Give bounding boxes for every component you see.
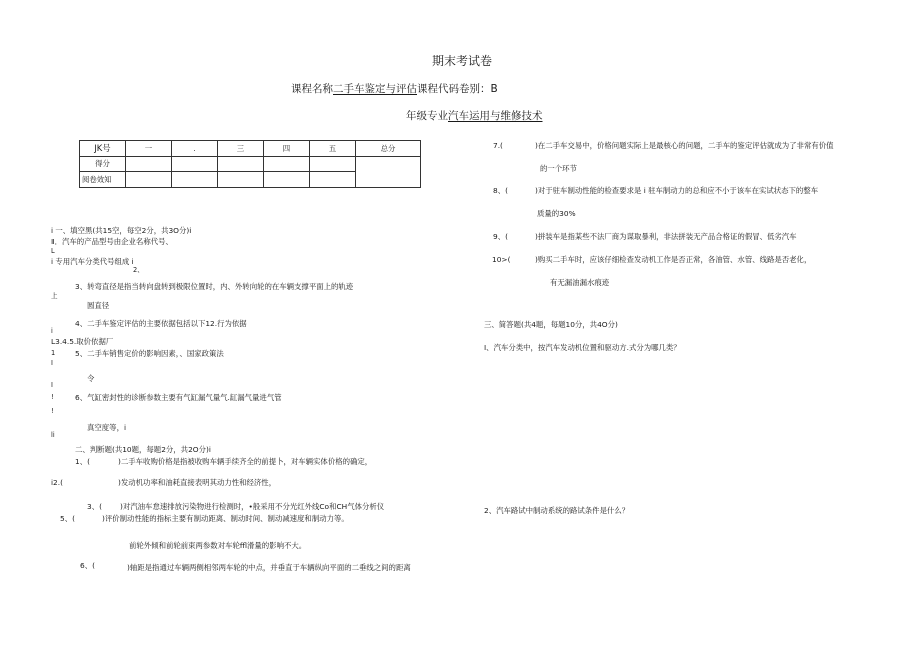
grader-cell[interactable]: [218, 172, 264, 188]
margin-mark: I: [51, 381, 53, 389]
section3-title: 三、简答题(共4题，每题10分，共4O分): [484, 320, 618, 329]
question-4: 4、二手车鉴定评估的主要依据包括以下12.行为依据: [75, 319, 247, 328]
score-cell[interactable]: [218, 156, 264, 172]
score-row-label: 得分: [80, 156, 126, 172]
grader-row-label: 阅卷效知: [80, 172, 126, 188]
score-cell[interactable]: [172, 156, 218, 172]
score-header-row: [80, 141, 421, 157]
margin-mark: i: [51, 327, 53, 335]
margin-mark: 上: [51, 292, 58, 300]
course-line: [291, 84, 498, 95]
judge-6-text: )轴距是指通过车辆两侧相邻两车轮的中点，并垂直于车辆纵向平面的二垂线之间的距离: [127, 563, 411, 572]
score-cell[interactable]: [310, 156, 356, 172]
question-5: 5、二手车销售定价的影响因素，、国家政策法: [75, 349, 224, 358]
course-name: 二手车鉴定与评估: [333, 83, 417, 95]
margin-mark: !: [51, 407, 54, 415]
course-prefix: 课程名称: [291, 83, 333, 95]
score-table: [79, 140, 421, 188]
judge-10-text: )购买二手车时，应该仔细检查发动机工作是否正常，各油管、水管、线路是否老化，: [535, 255, 812, 264]
section2-title: 二、判断题(共10题，每题2分，共2O分)i: [75, 445, 211, 454]
score-cell[interactable]: [264, 156, 310, 172]
margin-mark: 1: [51, 349, 56, 357]
question-1: Ⅱ．汽车的产品型号由企业名称代号、: [51, 237, 173, 246]
judge-3-number: 3、(: [87, 502, 102, 511]
grade-major-line: [406, 111, 543, 122]
judge-9-number: 9、(: [493, 232, 508, 241]
short-answer-1: I、汽车分类中，按汽车发动机位置和驱动方.式分为哪几类？: [484, 343, 681, 352]
short-answer-2: 2、汽车路试中制动系统的路试条件是什么？: [484, 506, 630, 515]
section1-title: i 一、填空黑(共15空，每空2分，共3O分)i: [51, 226, 192, 235]
total-score-cell[interactable]: [356, 156, 421, 187]
score-cell[interactable]: [126, 156, 172, 172]
margin-mark: I: [51, 359, 53, 367]
grader-cell[interactable]: [126, 172, 172, 188]
question-3-cont: 圆直径: [87, 301, 110, 310]
score-row: [80, 156, 421, 172]
judge-7-text: )在二手车交易中，价格问题实际上是最核心的问题，二手车的鉴定评估就成为了非常有价值: [535, 141, 834, 150]
judge-6-number: 6、(: [80, 561, 95, 570]
judge-5-number: 5、(: [60, 514, 75, 523]
judge-2-number: i2.(: [51, 478, 63, 487]
margin-mark: li: [51, 431, 55, 439]
judge-10-cont: 有无漏油漏水痕迹: [550, 278, 610, 287]
question-2: i 专用汽车分类代号组成 i: [51, 257, 134, 266]
grade-major-prefix: 年级专业: [406, 110, 448, 122]
score-header-cell: JK号: [80, 141, 126, 157]
grade-major: 汽车运用与维修技术: [448, 110, 543, 122]
judge-1-text: )二手车收购价格是指被收购车辆手续齐全的前提卜，对车辆实体价格的确定，: [118, 457, 373, 466]
margin-mark: !: [51, 393, 54, 401]
judge-5-cont: 前轮外倾和前轮前束两参数对车轮ffl滑量的影响不大。: [129, 541, 307, 550]
margin-mark: L: [51, 247, 55, 255]
score-header-cell: .: [172, 141, 218, 157]
question-6: 6、气缸密封性的诊断参数主要有气缸漏气量气.缸漏气量进气管: [75, 393, 282, 402]
judge-8-text: )对于驻车制动性能的检查要求是 i 驻车制动力的总和应不小于该车在实试状态下的整车: [535, 186, 819, 195]
question-4-cont: L3.4.5.取价依据厂: [51, 337, 114, 346]
judge-3-text: )对汽油车怠速排放污染物进行检测时，•般采用不分光红外线Co和CH气体分析仪: [120, 502, 385, 511]
judge-7-number: 7.(: [493, 141, 503, 150]
course-code: 课程代码卷别：B: [417, 83, 498, 95]
score-header-cell: 四: [264, 141, 310, 157]
exam-title: 期末考试卷: [432, 54, 493, 68]
judge-8-number: 8、(: [493, 186, 508, 195]
score-header-cell: 五: [310, 141, 356, 157]
score-header-cell: 三: [218, 141, 264, 157]
score-header-cell: 总分: [356, 141, 421, 157]
grader-cell[interactable]: [264, 172, 310, 188]
judge-5-text: )评价制动性能的指标主要有制动距离、制动时间、制动减速度和制动力等。: [102, 514, 349, 523]
grader-cell[interactable]: [172, 172, 218, 188]
judge-9-text: )拼装车是指某些不法厂商为谋取暴利，非法拼装无产品合格证的假冒、低劣汽车: [535, 232, 797, 241]
judge-8-cont: 质量的30%: [537, 209, 576, 218]
judge-10-number: 10>(: [492, 255, 511, 264]
margin-mark: 2、: [133, 266, 144, 274]
judge-1-number: 1、(: [75, 457, 90, 466]
question-6-cont: 真空度等，i: [87, 423, 127, 432]
grader-cell[interactable]: [310, 172, 356, 188]
question-3: 3、转弯直径是指当转向盘转到极限位置时，内、外转向轮的在车辆支撑平面上的轨迹: [75, 282, 354, 291]
judge-2-text: )发动机功率和油耗直接表明其动力性和经济性，: [118, 478, 277, 487]
judge-7-cont: 的一个环节: [540, 164, 577, 173]
score-header-cell: 一: [126, 141, 172, 157]
question-5-cont: 令: [87, 374, 95, 383]
